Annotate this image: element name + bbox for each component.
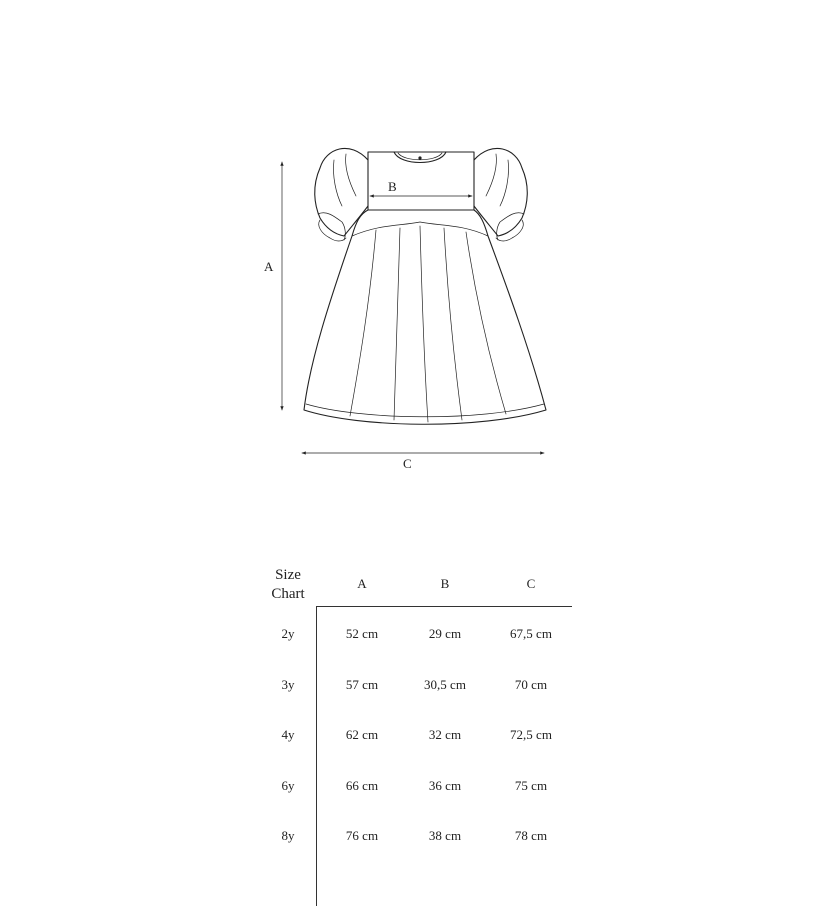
value-c-cell: 70 cm	[514, 677, 548, 692]
value-a-cell: 57 cm	[345, 677, 379, 692]
value-a-cell: 66 cm	[345, 778, 379, 793]
size-cell: 2y	[281, 626, 295, 641]
value-a-cell: 52 cm	[345, 626, 379, 641]
column-header-b: B	[440, 576, 450, 591]
value-b-cell: 29 cm	[428, 626, 462, 641]
value-a-cell: 76 cm	[345, 828, 379, 843]
value-b-cell: 30,5 cm	[424, 677, 466, 692]
size-cell: 4y	[281, 727, 295, 742]
table-row	[260, 727, 580, 747]
table-row	[260, 778, 580, 798]
value-c-cell: 67,5 cm	[510, 626, 552, 641]
value-b-cell: 38 cm	[428, 828, 462, 843]
value-b-cell: 36 cm	[428, 778, 462, 793]
value-b-cell: 32 cm	[428, 727, 462, 742]
measure-a-label: A	[264, 259, 274, 274]
dress-drawing	[304, 148, 546, 424]
measure-c-label: C	[403, 456, 412, 471]
measure-b-label: B	[388, 179, 397, 194]
table-column-divider	[316, 606, 317, 906]
size-cell: 6y	[281, 778, 295, 793]
table-row	[260, 828, 580, 848]
column-header-a: A	[357, 576, 367, 591]
size-cell: 3y	[281, 677, 295, 692]
column-header-c: C	[526, 576, 536, 591]
table-header-row	[260, 560, 580, 606]
table-row	[260, 677, 580, 697]
value-a-cell: 62 cm	[345, 727, 379, 742]
table-header-divider	[316, 606, 572, 607]
table-row	[260, 626, 580, 646]
value-c-cell: 75 cm	[514, 778, 548, 793]
value-c-cell: 72,5 cm	[510, 727, 552, 742]
table-title: Size Chart	[271, 567, 305, 602]
value-c-cell: 78 cm	[514, 828, 548, 843]
size-cell: 8y	[281, 828, 295, 843]
